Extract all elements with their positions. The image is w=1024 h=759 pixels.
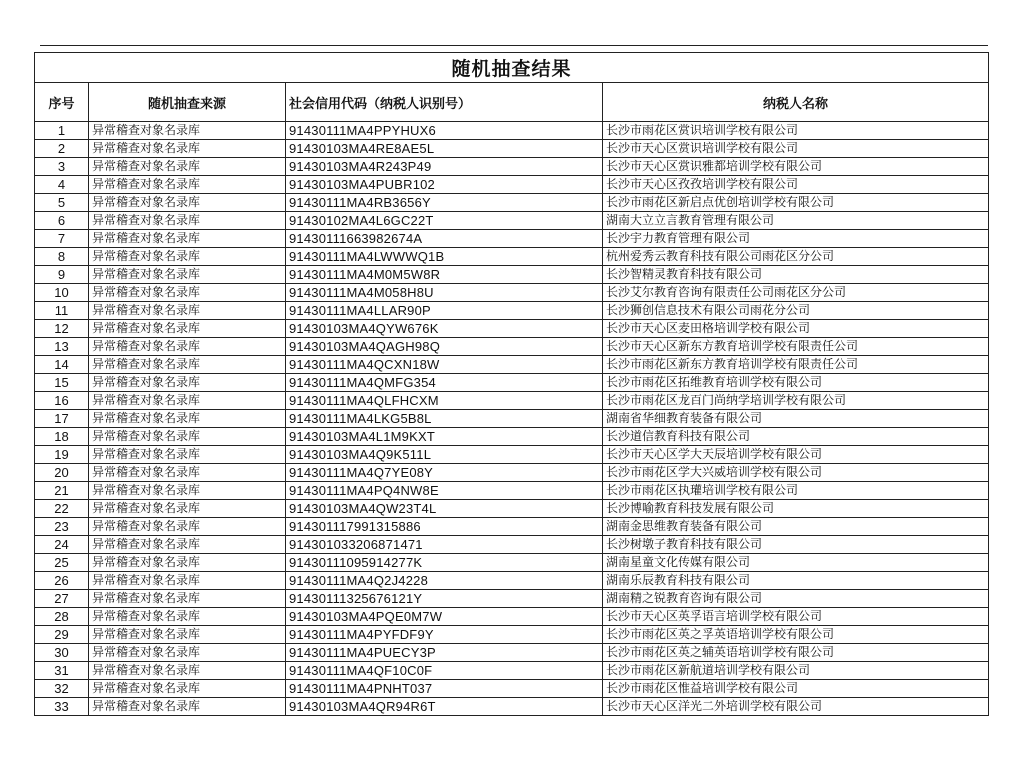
row-taxpayer-name: 杭州爱秀云教育科技有限公司雨花区分公司 xyxy=(603,248,989,266)
row-credit-code: 91430103MA4PQE0M7W xyxy=(286,608,603,626)
row-taxpayer-name: 长沙市天心区赏识培训学校有限公司 xyxy=(603,140,989,158)
row-taxpayer-name: 长沙市天心区孜孜培训学校有限公司 xyxy=(603,176,989,194)
row-credit-code: 91430111663982674A xyxy=(286,230,603,248)
row-credit-code: 91430103MA4R243P49 xyxy=(286,158,603,176)
row-taxpayer-name: 长沙市天心区赏识雅都培训学校有限公司 xyxy=(603,158,989,176)
row-source: 异常稽查对象名录库 xyxy=(89,122,286,140)
header-taxpayer-name: 纳税人名称 xyxy=(603,83,989,122)
row-source: 异常稽查对象名录库 xyxy=(89,626,286,644)
row-taxpayer-name: 长沙市雨花区学大兴威培训学校有限公司 xyxy=(603,464,989,482)
row-source: 异常稽查对象名录库 xyxy=(89,680,286,698)
row-taxpayer-name: 长沙市天心区新东方教育培训学校有限责任公司 xyxy=(603,338,989,356)
row-credit-code: 91430103MA4RE8AE5L xyxy=(286,140,603,158)
row-source: 异常稽查对象名录库 xyxy=(89,554,286,572)
row-taxpayer-name: 长沙艾尔教育咨询有限责任公司雨花区分公司 xyxy=(603,284,989,302)
row-source: 异常稽查对象名录库 xyxy=(89,374,286,392)
table-row xyxy=(35,446,989,464)
row-source: 异常稽查对象名录库 xyxy=(89,158,286,176)
row-taxpayer-name: 湖南大立立言教育管理有限公司 xyxy=(603,212,989,230)
row-index: 17 xyxy=(35,410,89,428)
row-index: 2 xyxy=(35,140,89,158)
row-taxpayer-name: 长沙市雨花区英之辅英语培训学校有限公司 xyxy=(603,644,989,662)
row-credit-code: 91430103MA4Q9K511L xyxy=(286,446,603,464)
row-index: 6 xyxy=(35,212,89,230)
header-source: 随机抽查来源 xyxy=(89,83,286,122)
row-credit-code: 91430111MA4LLAR90P xyxy=(286,302,603,320)
row-credit-code: 91430111MA4PNHT037 xyxy=(286,680,603,698)
row-source: 异常稽查对象名录库 xyxy=(89,500,286,518)
row-index: 23 xyxy=(35,518,89,536)
table-title: 随机抽查结果 xyxy=(35,53,989,83)
row-credit-code: 91430111MA4PPYHUX6 xyxy=(286,122,603,140)
row-index: 26 xyxy=(35,572,89,590)
row-taxpayer-name: 长沙市雨花区拓维教育培训学校有限公司 xyxy=(603,374,989,392)
row-credit-code: 91430111MA4M0M5W8R xyxy=(286,266,603,284)
row-taxpayer-name: 湖南乐辰教育科技有限公司 xyxy=(603,572,989,590)
row-index: 22 xyxy=(35,500,89,518)
row-credit-code: 914301117991315886 xyxy=(286,518,603,536)
row-taxpayer-name: 长沙道信教育科技有限公司 xyxy=(603,428,989,446)
row-index: 32 xyxy=(35,680,89,698)
row-source: 异常稽查对象名录库 xyxy=(89,482,286,500)
table-row xyxy=(35,158,989,176)
row-source: 异常稽查对象名录库 xyxy=(89,392,286,410)
row-taxpayer-name: 长沙市雨花区惟益培训学校有限公司 xyxy=(603,680,989,698)
row-taxpayer-name: 长沙博喻教育科技发展有限公司 xyxy=(603,500,989,518)
row-taxpayer-name: 长沙市雨花区新东方教育培训学校有限责任公司 xyxy=(603,356,989,374)
table-row xyxy=(35,626,989,644)
table-row xyxy=(35,662,989,680)
row-source: 异常稽查对象名录库 xyxy=(89,266,286,284)
row-credit-code: 91430103MA4QR94R6T xyxy=(286,698,603,716)
row-credit-code: 91430111MA4RB3656Y xyxy=(286,194,603,212)
table-row xyxy=(35,320,989,338)
row-index: 16 xyxy=(35,392,89,410)
row-credit-code: 91430102MA4L6GC22T xyxy=(286,212,603,230)
row-index: 20 xyxy=(35,464,89,482)
row-taxpayer-name: 长沙市雨花区龙百门尚纳学培训学校有限公司 xyxy=(603,392,989,410)
row-credit-code: 91430111MA4PYFDF9Y xyxy=(286,626,603,644)
row-taxpayer-name: 长沙狮创信息技术有限公司雨花分公司 xyxy=(603,302,989,320)
row-source: 异常稽查对象名录库 xyxy=(89,662,286,680)
row-source: 异常稽查对象名录库 xyxy=(89,176,286,194)
row-source: 异常稽查对象名录库 xyxy=(89,644,286,662)
row-credit-code: 91430103MA4QW23T4L xyxy=(286,500,603,518)
row-source: 异常稽查对象名录库 xyxy=(89,410,286,428)
row-index: 19 xyxy=(35,446,89,464)
row-credit-code: 91430111MA4QMFG354 xyxy=(286,374,603,392)
row-taxpayer-name: 湖南省华细教育装备有限公司 xyxy=(603,410,989,428)
row-taxpayer-name: 长沙树墩子教育科技有限公司 xyxy=(603,536,989,554)
row-index: 15 xyxy=(35,374,89,392)
row-index: 28 xyxy=(35,608,89,626)
row-taxpayer-name: 长沙市天心区学大天辰培训学校有限公司 xyxy=(603,446,989,464)
row-taxpayer-name: 长沙宇力教育管理有限公司 xyxy=(603,230,989,248)
table-row xyxy=(35,284,989,302)
row-index: 13 xyxy=(35,338,89,356)
row-credit-code: 91430111MA4LWWWQ1B xyxy=(286,248,603,266)
row-taxpayer-name: 长沙市天心区洋光二外培训学校有限公司 xyxy=(603,698,989,716)
header-row xyxy=(35,83,989,122)
table-row xyxy=(35,428,989,446)
row-source: 异常稽查对象名录库 xyxy=(89,590,286,608)
row-index: 12 xyxy=(35,320,89,338)
row-index: 1 xyxy=(35,122,89,140)
top-rule xyxy=(40,45,988,46)
table-row xyxy=(35,374,989,392)
row-taxpayer-name: 长沙市雨花区新航道培训学校有限公司 xyxy=(603,662,989,680)
row-source: 异常稽查对象名录库 xyxy=(89,284,286,302)
table-row xyxy=(35,698,989,716)
table-row xyxy=(35,212,989,230)
row-index: 7 xyxy=(35,230,89,248)
row-credit-code: 91430111325676121Y xyxy=(286,590,603,608)
table-row xyxy=(35,680,989,698)
row-credit-code: 91430103MA4L1M9KXT xyxy=(286,428,603,446)
row-source: 异常稽查对象名录库 xyxy=(89,194,286,212)
row-source: 异常稽查对象名录库 xyxy=(89,608,286,626)
row-index: 29 xyxy=(35,626,89,644)
table-row xyxy=(35,410,989,428)
row-source: 异常稽查对象名录库 xyxy=(89,572,286,590)
row-source: 异常稽查对象名录库 xyxy=(89,212,286,230)
header-index: 序号 xyxy=(35,83,89,122)
table-row xyxy=(35,140,989,158)
row-source: 异常稽查对象名录库 xyxy=(89,302,286,320)
row-taxpayer-name: 长沙市雨花区赏识培训学校有限公司 xyxy=(603,122,989,140)
table-row xyxy=(35,644,989,662)
table-row xyxy=(35,194,989,212)
row-credit-code: 91430103MA4QAGH98Q xyxy=(286,338,603,356)
table-row xyxy=(35,266,989,284)
row-source: 异常稽查对象名录库 xyxy=(89,356,286,374)
row-taxpayer-name: 长沙市雨花区执瓘培训学校有限公司 xyxy=(603,482,989,500)
row-index: 11 xyxy=(35,302,89,320)
row-index: 30 xyxy=(35,644,89,662)
row-credit-code: 91430111MA4Q2J4228 xyxy=(286,572,603,590)
table-row xyxy=(35,500,989,518)
row-credit-code: 91430111MA4LKG5B8L xyxy=(286,410,603,428)
row-source: 异常稽查对象名录库 xyxy=(89,230,286,248)
row-credit-code: 91430111MA4QLFHCXM xyxy=(286,392,603,410)
row-credit-code: 91430103MA4QYW676K xyxy=(286,320,603,338)
table-row xyxy=(35,608,989,626)
row-credit-code: 91430111095914277K xyxy=(286,554,603,572)
row-taxpayer-name: 长沙市天心区英孚语言培训学校有限公司 xyxy=(603,608,989,626)
row-index: 21 xyxy=(35,482,89,500)
row-index: 9 xyxy=(35,266,89,284)
row-index: 4 xyxy=(35,176,89,194)
row-credit-code: 91430111MA4PUECY3P xyxy=(286,644,603,662)
row-index: 24 xyxy=(35,536,89,554)
row-taxpayer-name: 湖南金思维教育装备有限公司 xyxy=(603,518,989,536)
row-source: 异常稽查对象名录库 xyxy=(89,464,286,482)
row-index: 14 xyxy=(35,356,89,374)
table-row xyxy=(35,122,989,140)
row-source: 异常稽查对象名录库 xyxy=(89,536,286,554)
row-taxpayer-name: 长沙市天心区麦田格培训学校有限公司 xyxy=(603,320,989,338)
row-source: 异常稽查对象名录库 xyxy=(89,248,286,266)
table-row xyxy=(35,248,989,266)
row-credit-code: 91430111MA4QF10C0F xyxy=(286,662,603,680)
header-credit-code: 社会信用代码（纳税人识别号） xyxy=(286,83,603,122)
table-row xyxy=(35,230,989,248)
row-taxpayer-name: 长沙智精灵教育科技有限公司 xyxy=(603,266,989,284)
row-source: 异常稽查对象名录库 xyxy=(89,518,286,536)
row-source: 异常稽查对象名录库 xyxy=(89,320,286,338)
table-row xyxy=(35,464,989,482)
table-row xyxy=(35,392,989,410)
row-index: 27 xyxy=(35,590,89,608)
row-taxpayer-name: 湖南精之锐教育咨询有限公司 xyxy=(603,590,989,608)
row-source: 异常稽查对象名录库 xyxy=(89,140,286,158)
row-taxpayer-name: 湖南星童文化传媒有限公司 xyxy=(603,554,989,572)
row-source: 异常稽查对象名录库 xyxy=(89,698,286,716)
table-row xyxy=(35,338,989,356)
table-body xyxy=(35,122,989,716)
row-credit-code: 914301033206871471 xyxy=(286,536,603,554)
row-credit-code: 91430103MA4PUBR102 xyxy=(286,176,603,194)
row-credit-code: 91430111MA4QCXN18W xyxy=(286,356,603,374)
row-source: 异常稽查对象名录库 xyxy=(89,446,286,464)
table-row xyxy=(35,572,989,590)
table-row xyxy=(35,518,989,536)
row-credit-code: 91430111MA4M058H8U xyxy=(286,284,603,302)
row-index: 18 xyxy=(35,428,89,446)
row-source: 异常稽查对象名录库 xyxy=(89,428,286,446)
table-row xyxy=(35,536,989,554)
row-index: 3 xyxy=(35,158,89,176)
row-source: 异常稽查对象名录库 xyxy=(89,338,286,356)
row-credit-code: 91430111MA4PQ4NW8E xyxy=(286,482,603,500)
row-index: 31 xyxy=(35,662,89,680)
table-row xyxy=(35,356,989,374)
title-row xyxy=(35,53,989,83)
row-index: 25 xyxy=(35,554,89,572)
table-row xyxy=(35,302,989,320)
row-index: 5 xyxy=(35,194,89,212)
row-index: 8 xyxy=(35,248,89,266)
table-row xyxy=(35,554,989,572)
row-index: 10 xyxy=(35,284,89,302)
table-row xyxy=(35,176,989,194)
table-row xyxy=(35,482,989,500)
row-taxpayer-name: 长沙市雨花区英之孚英语培训学校有限公司 xyxy=(603,626,989,644)
result-table xyxy=(34,52,989,716)
row-index: 33 xyxy=(35,698,89,716)
table-row xyxy=(35,590,989,608)
row-taxpayer-name: 长沙市雨花区新启点优创培训学校有限公司 xyxy=(603,194,989,212)
row-credit-code: 91430111MA4Q7YE08Y xyxy=(286,464,603,482)
